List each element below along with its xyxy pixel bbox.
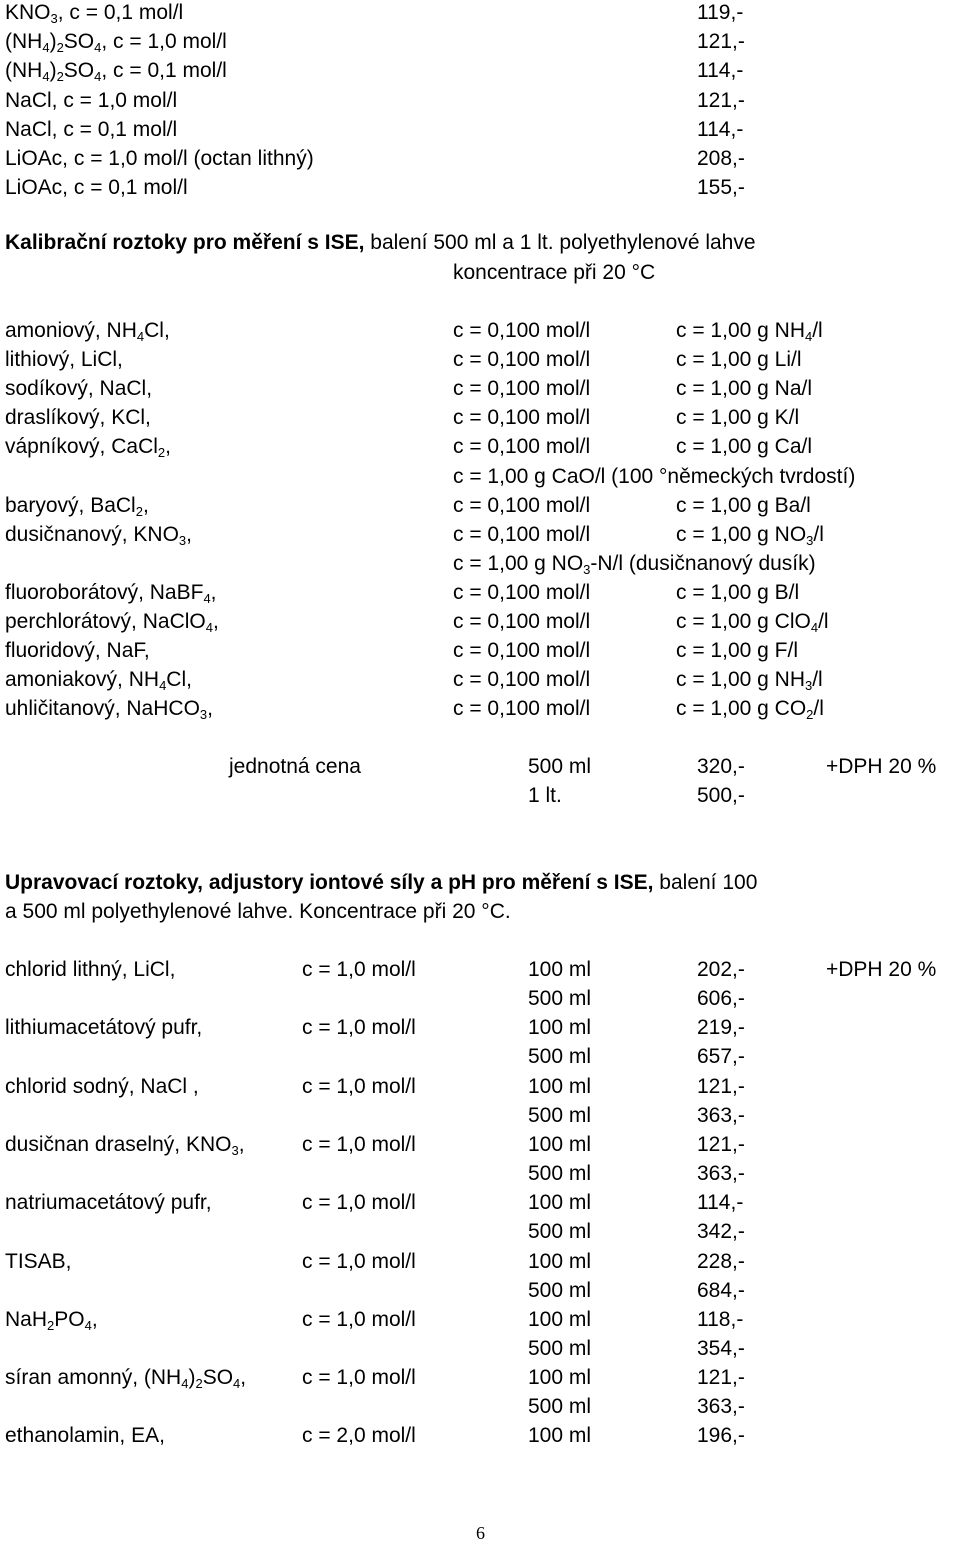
- top-item-name: LiOAc, c = 0,1 mol/l: [5, 176, 188, 200]
- calibration-solution-name: perchlorátový, NaClO$_4$,: [5, 610, 219, 635]
- top-item-name: $(NH_4)_2SO_4$, c = 0,1 mol/l: [5, 59, 227, 85]
- adjusting-solution-name: natriumacetátový pufr,: [5, 1191, 212, 1215]
- adjusting-solution-name: ethanolamin, EA,: [5, 1424, 165, 1448]
- adjusting-price: 363,-: [697, 1395, 745, 1419]
- calibration-solution-name: fluoridový, NaF,: [5, 639, 150, 663]
- adjusting-price: 363,-: [697, 1162, 745, 1186]
- calibration-molar-concentration: c = 0,100 mol/l: [453, 610, 591, 633]
- calibration-mass-concentration: c = 1,00 g Li/l: [676, 348, 802, 372]
- calibration-extra-concentration: c = 1,00 g CaO/l (100 °německých tvrdostí): [453, 464, 856, 488]
- calibration-solution-name: sodíkový, NaCl,: [5, 377, 153, 401]
- adjusting-concentration: c = 1,0 mol/l: [302, 1074, 416, 1098]
- adjusting-volume: 100 ml: [528, 1249, 592, 1273]
- top-item-price: 121,-: [697, 30, 745, 54]
- adjusting-concentration: c = 1,0 mol/l: [302, 1307, 416, 1331]
- adjusting-concentration: c = 1,0 mol/l: [302, 1366, 416, 1390]
- calibration-mass-concentration: c = 1,00 g Ba/l: [676, 493, 811, 517]
- calibration-molar-concentration: c = 0,100 mol/l: [453, 639, 591, 663]
- adjusting-price: 684,-: [697, 1278, 745, 1302]
- calibration-molar-concentration: c = 0,100 mol/l: [453, 377, 591, 401]
- adjusting-price: 657,-: [697, 1045, 745, 1069]
- unit-price-label: jednotná cena: [229, 755, 361, 778]
- adjusting-volume: 500 ml: [528, 1278, 592, 1302]
- adjusting-price: 219,-: [697, 1016, 745, 1040]
- calibration-mass-concentration: c = 1,00 g F/l: [676, 639, 798, 663]
- calibration-solution-name: draslíkový, KCl,: [5, 406, 151, 430]
- calibration-solution-name: baryový, BaCl$_2$,: [5, 493, 149, 519]
- calibration-molar-concentration: c = 0,100 mol/l: [453, 348, 591, 372]
- adjusting-volume: 500 ml: [528, 987, 592, 1011]
- adjusting-volume: 100 ml: [528, 1424, 592, 1448]
- calibration-molar-concentration: c = 0,100 mol/l: [453, 668, 591, 692]
- calibration-mass-concentration: c = 1,00 g K/l: [676, 406, 800, 430]
- adjusting-price: 121,-: [697, 1074, 745, 1098]
- unit-price-volume: 1 lt.: [528, 784, 562, 807]
- adjusting-volume: 500 ml: [528, 1336, 592, 1360]
- calibration-solution-name: lithiový, LiCl,: [5, 348, 123, 372]
- adjusting-price: 342,-: [697, 1220, 745, 1244]
- adjusting-volume: 100 ml: [528, 1074, 592, 1098]
- adjusting-volume: 500 ml: [528, 1162, 592, 1186]
- calibration-molar-concentration: c = 0,100 mol/l: [453, 522, 591, 546]
- top-item-price: 155,-: [697, 176, 745, 200]
- calibration-molar-concentration: c = 0,100 mol/l: [453, 580, 591, 604]
- adjusting-price: 202,-: [697, 958, 745, 981]
- adjusting-price: 121,-: [697, 1132, 745, 1156]
- calibration-mass-concentration: c = 1,00 g B/l: [676, 580, 800, 604]
- adjusting-volume: 500 ml: [528, 1103, 592, 1127]
- top-item-name: $(NH_4)_2SO_4$, c = 1,0 mol/l: [5, 30, 227, 56]
- adjusting-solution-name: chlorid sodný, NaCl ,: [5, 1074, 199, 1098]
- adjusting-concentration: c = 1,0 mol/l: [302, 1132, 416, 1156]
- adjusting-volume: 100 ml: [528, 958, 592, 981]
- adjusting-volume: 500 ml: [528, 1220, 592, 1244]
- adjusting-price: 363,-: [697, 1103, 745, 1127]
- top-item-name: NaCl, c = 0,1 mol/l: [5, 117, 178, 141]
- adjusting-volume: 500 ml: [528, 1045, 592, 1069]
- adjusting-price: 606,-: [697, 987, 745, 1011]
- adjusting-concentration: c = 1,0 mol/l: [302, 958, 416, 981]
- adjusting-solution-name: síran amonný, $(NH_4)_2SO_4$,: [5, 1366, 247, 1392]
- calibration-subheading: koncentrace při 20 °C: [453, 261, 656, 284]
- calibration-solution-name: amoniakový, $NH_4Cl$,: [5, 668, 192, 694]
- top-item-price: 119,-: [697, 1, 744, 24]
- calibration-solution-name: dusičnanový, $KNO_3$,: [5, 522, 192, 548]
- calibration-molar-concentration: c = 0,100 mol/l: [453, 406, 591, 430]
- adjusting-volume: 100 ml: [528, 1016, 592, 1040]
- top-item-price: 121,-: [697, 88, 745, 112]
- adjusting-concentration: c = 1,0 mol/l: [302, 1191, 416, 1215]
- calibration-mass-concentration: c = 1,00 g Na/l: [676, 377, 812, 401]
- adjusting-heading: Upravovací roztoky, adjustory iontové síly a pH pro měření s ISE, balení 100: [5, 871, 758, 894]
- top-item-name: NaCl, c = 1,0 mol/l: [5, 88, 178, 112]
- calibration-mass-concentration: c = 1,00 g ClO$_4$/l: [676, 610, 829, 635]
- adjusting-vat: +DPH 20 %: [826, 958, 937, 981]
- top-item-price: 114,-: [697, 117, 744, 141]
- unit-price-vat: +DPH 20 %: [826, 755, 937, 778]
- adjusting-solution-name: dusičnan draselný, $KNO_3$,: [5, 1132, 245, 1158]
- calibration-extra-concentration: c = 1,00 g $NO_3-N/l$ (dusičnanový dusík): [453, 551, 816, 577]
- calibration-mass-concentration: c = 1,00 g Ca/l: [676, 435, 812, 459]
- adjusting-price: 228,-: [697, 1249, 745, 1273]
- unit-price-amount: 500,-: [697, 784, 745, 807]
- unit-price-amount: 320,-: [697, 755, 745, 778]
- top-item-price: 114,-: [697, 59, 744, 83]
- adjusting-volume: 100 ml: [528, 1307, 592, 1331]
- adjusting-solution-name: TISAB,: [5, 1249, 72, 1273]
- adjusting-volume: 100 ml: [528, 1132, 592, 1156]
- top-item-name: $KNO_3$, c = 0,1 mol/l: [5, 1, 184, 26]
- adjusting-price: 114,-: [697, 1191, 744, 1215]
- adjusting-volume: 100 ml: [528, 1366, 592, 1390]
- adjusting-concentration: c = 1,0 mol/l: [302, 1249, 416, 1273]
- adjusting-volume: 100 ml: [528, 1191, 592, 1215]
- top-item-price: 208,-: [697, 147, 745, 170]
- adjusting-solution-name: $NaH_2PO_4$,: [5, 1307, 98, 1333]
- calibration-mass-concentration: c = 1,00 g $CO_2/l$: [676, 697, 824, 723]
- calibration-mass-concentration: c = 1,00 g $NH_4/l$: [676, 319, 823, 344]
- adjusting-solution-name: chlorid lithný, LiCl,: [5, 958, 176, 981]
- calibration-solution-name: uhličitanový, NaHCO$_3$,: [5, 697, 213, 723]
- adjusting-price: 196,-: [697, 1424, 745, 1448]
- calibration-solution-name: amoniový, $NH_4Cl$,: [5, 319, 170, 344]
- calibration-molar-concentration: c = 0,100 mol/l: [453, 697, 591, 721]
- adjusting-concentration: c = 2,0 mol/l: [302, 1424, 416, 1448]
- page-number: 6: [476, 1523, 485, 1543]
- calibration-mass-concentration: c = 1,00 g $NH_3/l$: [676, 668, 823, 694]
- calibration-solution-name: fluoroborátový, NaBF$_4$,: [5, 580, 217, 606]
- calibration-solution-name: vápníkový, CaCl$_2$,: [5, 435, 171, 461]
- calibration-mass-concentration: c = 1,00 g $NO_3/l$: [676, 522, 824, 548]
- calibration-molar-concentration: c = 0,100 mol/l: [453, 435, 591, 459]
- unit-price-volume: 500 ml: [528, 755, 592, 778]
- calibration-molar-concentration: c = 0,100 mol/l: [453, 493, 591, 517]
- adjusting-price: 354,-: [697, 1336, 745, 1360]
- adjusting-price: 121,-: [697, 1366, 745, 1390]
- calibration-heading: Kalibrační roztoky pro měření s ISE, balení 500 ml a 1 lt. polyethylenové lahve: [5, 231, 756, 254]
- adjusting-solution-name: lithiumacetátový pufr,: [5, 1016, 203, 1040]
- adjusting-price: 118,-: [697, 1307, 744, 1331]
- adjusting-volume: 500 ml: [528, 1395, 592, 1419]
- adjusting-heading-line2: a 500 ml polyethylenové lahve. Koncentrace při 20 °C.: [5, 900, 511, 923]
- calibration-molar-concentration: c = 0,100 mol/l: [453, 319, 591, 342]
- top-item-name: LiOAc, c = 1,0 mol/l (octan lithný): [5, 147, 314, 170]
- adjusting-concentration: c = 1,0 mol/l: [302, 1016, 416, 1040]
